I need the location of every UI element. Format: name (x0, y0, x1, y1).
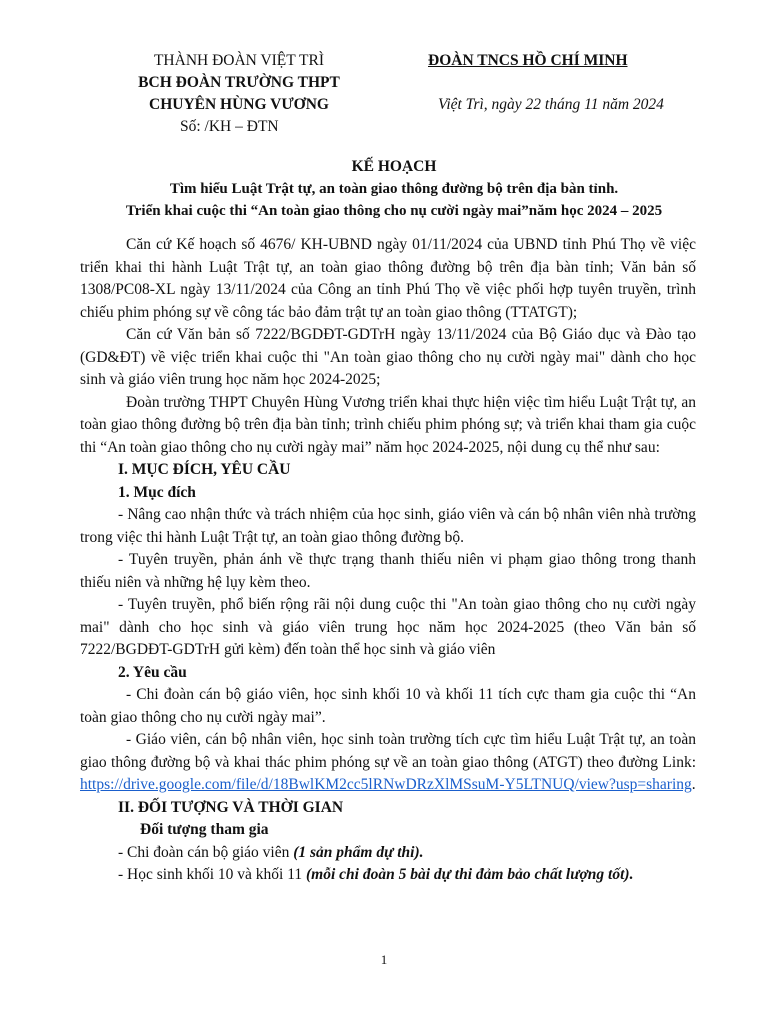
issuer-org-line2: CHUYÊN HÙNG VƯƠNG (149, 96, 329, 113)
requirement-item-2-end: . (691, 776, 696, 793)
purpose-item-1: - Nâng cao nhận thức và trách nhiệm của học sinh, giáo viên và cán bộ nhân viên nhà trường trong việc thi hành Luật Trật tự, an toàn giao thông đường bộ. (80, 506, 696, 546)
requirement-item-2 (80, 729, 696, 797)
document-body (80, 234, 696, 887)
title-block (80, 156, 708, 222)
parent-org: THÀNH ĐOÀN VIỆT TRÌ (153, 52, 325, 69)
paragraph-intro: Đoàn trường THPT Chuyên Hùng Vương triển khai thực hiện việc tìm hiểu Luật Trật tự, an toàn giao thông đường bộ trên địa bàn tỉnh; trình chiếu phim phóng sự; và triển khai tham gia cuộc thi “An toàn giao thông cho nụ cười ngày mai” năm học 2024-2025, nội dung cụ thể như sau: (80, 393, 696, 456)
doc-number: Số: /KH – ĐTN (180, 118, 279, 135)
participant-item-2-note: (mỗi chi đoàn 5 bài dự thi đảm bảo chất lượng tốt). (306, 866, 634, 883)
section-2-heading: II. ĐỐI TƯỢNG VÀ THỜI GIAN (118, 798, 344, 816)
issuer-org-line1: BCH ĐOÀN TRƯỜNG THPT (138, 74, 340, 91)
subsection-requirements: 2. Yêu cầu (118, 663, 187, 681)
section-1-heading: I. MỤC ĐÍCH, YÊU CẦU (118, 461, 291, 478)
paragraph-basis-2: Căn cứ Văn bản số 7222/BGDĐT-GDTrH ngày 13/11/2024 của Bộ Giáo dục và Đào tạo (GD&ĐT) về việc triển khai cuộc thi "An toàn giao thông cho nụ cười ngày mai" dành cho học sinh và giáo viên trung học năm học 2024-2025; (80, 326, 696, 388)
doc-subtitle-1: Tìm hiểu Luật Trật tự, an toàn giao thông đường bộ trên địa bàn tỉnh. (169, 181, 619, 197)
doc-title: KẾ HOẠCH (351, 158, 437, 175)
paragraph-basis-1: Căn cứ Kế hoạch số 4676/ KH-UBND ngày 01/11/2024 của UBND tỉnh Phú Thọ về việc triển khai thi hành Luật Trật tự, an toàn giao thông đường bộ trên địa bàn tỉnh; Văn bản số 1308/PC08-XL ngày 13/11/2024 của Công an tỉnh Phú Thọ về việc phối hợp tuyên truyền, trình chiếu phim phóng sự về công tác bảo đảm trật tự an toàn giao thông (TTATGT); (80, 236, 696, 321)
drive-link[interactable]: https://drive.google.com/file/d/18BwlKM2cc5lRNwDRzXlMSsuM-Y5LTNUQ/view?usp=sharing (80, 776, 692, 793)
union-block (420, 50, 680, 116)
requirement-item-2-text: - Giáo viên, cán bộ nhân viên, học sinh toàn trường tích cực tìm hiểu Luật Trật tự, an toàn giao thông đường bộ và khai thác phim phóng sự về an toàn giao thông (ATGT) theo đường Link: (80, 731, 696, 771)
union-name: ĐOÀN TNCS HỒ CHÍ MINH (428, 52, 628, 69)
participant-item-2 (80, 864, 696, 887)
participant-item-1 (80, 842, 696, 865)
page-number: 1 (380, 952, 388, 967)
place-date: Việt Trì, ngày 22 tháng 11 năm 2024 (438, 96, 664, 113)
purpose-item-3: - Tuyên truyền, phổ biến rộng rãi nội dung cuộc thi "An toàn giao thông cho nụ cười ngày mai" dành cho học sinh và giáo viên trung học năm học 2024-2025 (theo Văn bản số 7222/BGDĐT-GDTrH gửi kèm) đến toàn thể học sinh và giáo viên (80, 596, 696, 658)
purpose-item-2: - Tuyên truyền, phản ánh về thực trạng thanh thiếu niên vi phạm giao thông trong thanh thiếu niên và những hệ lụy kèm theo. (80, 551, 696, 591)
participant-item-1-text: - Chi đoàn cán bộ giáo viên (118, 843, 294, 861)
subsection-purpose: 1. Mục đích (118, 483, 196, 501)
issuer-block (108, 50, 370, 138)
doc-subtitle-2: Triển khai cuộc thi “An toàn giao thông cho nụ cười ngày mai”năm học 2024 – 2025 (125, 203, 663, 219)
participant-item-1-note: (1 sản phẩm dự thi). (293, 843, 424, 861)
subsection-participants: Đối tượng tham gia (140, 821, 269, 838)
participant-item-2-text: - Học sinh khối 10 và khối 11 (118, 866, 306, 883)
requirement-item-1: - Chi đoàn cán bộ giáo viên, học sinh khối 10 và khối 11 tích cực tham gia cuộc thi “An toàn giao thông cho nụ cười ngày mai”. (80, 686, 696, 726)
